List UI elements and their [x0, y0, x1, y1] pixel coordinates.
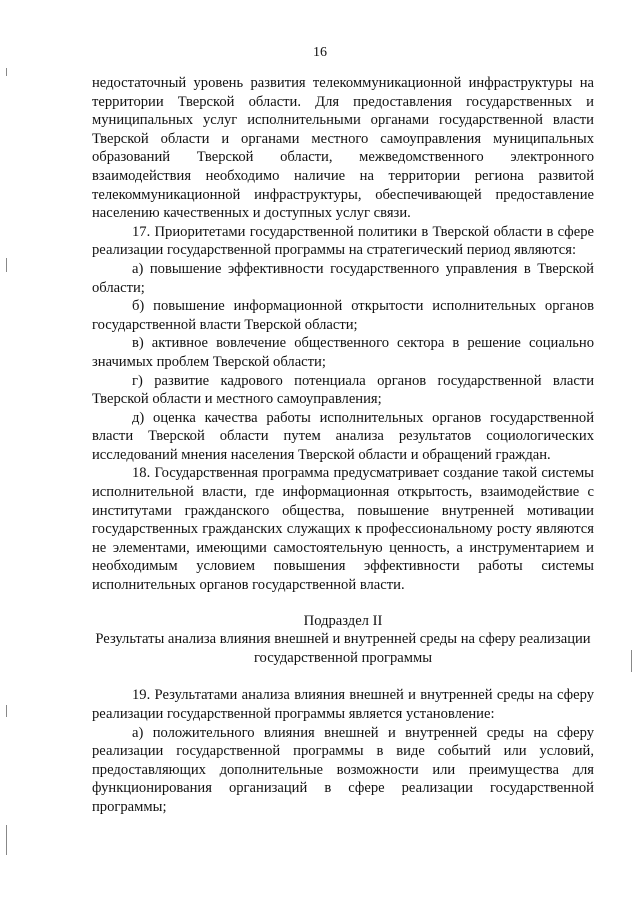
list-item-a-19: а) положительного влияния внешней и внутренней среды на сферу реализации государственной программы в виде событий или условий, предоставляющих дополнительные возможности или преимущества для функционирования организаций в сфере реализации государственной программы;: [92, 724, 594, 815]
paragraph-19: 19. Результатами анализа влияния внешней и внутренней среды на сферу реализации государственной программы является установление:: [92, 687, 594, 722]
scan-margin-mark: [6, 68, 7, 76]
list-item-g: г) развитие кадрового потенциала органов государственной власти Тверской области и местного самоуправления;: [92, 372, 594, 408]
scan-margin-mark: [6, 258, 7, 272]
paragraph-continuation: недостаточный уровень развития телекоммуникационной инфраструктуры на территории Тверской области. Для предоставления государственных и муниципальных услуг исполнительными органами государственной власти Тверской области и органами местного самоуправления муниципальных образований Тверской области, межведомственного электронного взаимодействия необходимо наличие на территории региона развитой телекоммуникационной инфраструктуры, обеспечивающей предоставление населению качественных и доступных услуг связи.: [92, 75, 594, 222]
list-item-a: а) повышение эффективности государственного управления в Тверской области;: [92, 260, 594, 296]
paragraph-18: 18. Государственная программа предусматривает создание такой системы исполнительной власти, где информационная открытость, взаимодействие с институтами гражданского общества, повышение внутренней мотивации государственных гражданских служащих к профессиональному росту являются не элементами, имеющими самостоятельную ценность, а инструментарием и необходимым условием повышения эффективности работы системы исполнительных органов государственной власти.: [92, 465, 594, 594]
list-item-d: д) оценка качества работы исполнительных органов государственной власти Тверской области путем анализа результатов социологических исследований мнения населения Тверской области и обращений граждан.: [92, 409, 594, 463]
page-number: 16: [313, 45, 327, 60]
scan-margin-mark: [631, 650, 632, 672]
document-body: [92, 74, 594, 817]
list-item-v: в) активное вовлечение общественного сектора в решение социально значимых проблем Тверской области;: [92, 335, 594, 370]
subsection-title: Результаты анализа влияния внешней и внутренней среды на сферу реализации государственной программы: [95, 631, 591, 666]
paragraph-17: 17. Приоритетами государственной политики в Тверской области в сфере реализации государственной программы на стратегический период являются:: [92, 223, 594, 259]
subsection-label: Подраздел II: [303, 612, 383, 629]
list-item-b: б) повышение информационной открытости исполнительных органов государственной власти Тверской области;: [92, 298, 594, 333]
scan-margin-mark: [6, 705, 7, 717]
scan-margin-mark: [6, 825, 7, 855]
